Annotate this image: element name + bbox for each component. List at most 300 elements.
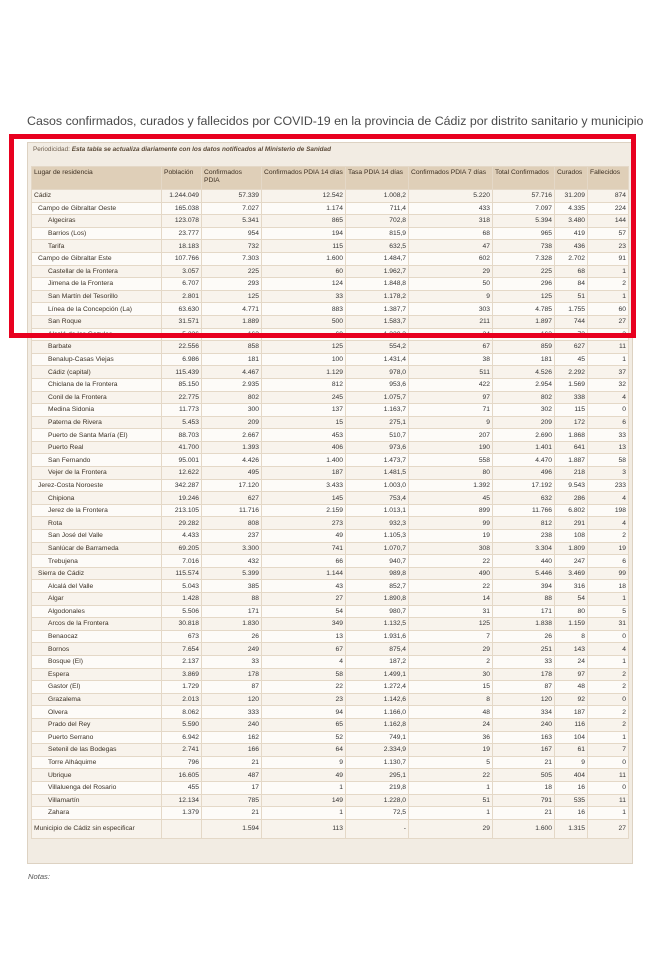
cell-value: 1.809 <box>555 542 588 555</box>
header-confirmados-14[interactable]: Confirmados PDIA 14 días <box>262 167 346 190</box>
cell-value: 22.775 <box>162 391 202 404</box>
cell-value: 107.766 <box>162 252 202 265</box>
cell-value: 163 <box>493 731 555 744</box>
cell-value: 7.303 <box>202 252 262 265</box>
cell-value: 1.583,7 <box>346 315 409 328</box>
cell-value: 50 <box>409 278 493 291</box>
table-row <box>32 781 629 794</box>
cell-value: 13 <box>262 630 346 643</box>
cell-value: 88 <box>493 593 555 606</box>
cell-value: 41.700 <box>162 441 202 454</box>
cell-place-name: Barrios (Los) <box>32 227 162 240</box>
cell-value: 3.433 <box>262 479 346 492</box>
cell-value: 296 <box>493 278 555 291</box>
periodicity-note <box>33 146 331 153</box>
cell-value: 4.526 <box>493 366 555 379</box>
cell-value: 5.446 <box>493 567 555 580</box>
cell-value: 43 <box>262 580 346 593</box>
cell-value: 233 <box>588 479 629 492</box>
cell-value: 5.220 <box>409 190 493 203</box>
table-row <box>32 303 629 316</box>
cell-value: 495 <box>202 467 262 480</box>
table-row <box>32 467 629 480</box>
cell-value: 162 <box>202 731 262 744</box>
cell-value: 198 <box>588 504 629 517</box>
cell-value: 27 <box>262 593 346 606</box>
cell-value: 58 <box>262 668 346 681</box>
cell-value: 7.328 <box>493 252 555 265</box>
header-curados[interactable]: Curados <box>555 167 588 190</box>
periodicity-label: Periodicidad: <box>33 146 70 153</box>
table-row <box>32 794 629 807</box>
table-row <box>32 429 629 442</box>
cell-value: 124 <box>262 278 346 291</box>
cell-value: 113 <box>262 819 346 838</box>
cell-value: 954 <box>202 227 262 240</box>
cell-value: 293 <box>202 278 262 291</box>
cell-value: 29 <box>409 643 493 656</box>
cell-value: 732 <box>202 240 262 253</box>
cell-value: 26 <box>493 630 555 643</box>
cell-value: 4.470 <box>493 454 555 467</box>
table-row <box>32 328 629 341</box>
cell-value: 71 <box>409 404 493 417</box>
cell-value: 1.499,1 <box>346 668 409 681</box>
cell-place-name: Puerto de Santa María (El) <box>32 429 162 442</box>
cell-value: 286 <box>555 492 588 505</box>
cell-place-name: Conil de la Frontera <box>32 391 162 404</box>
cell-value: 27 <box>588 315 629 328</box>
table-row <box>32 593 629 606</box>
cell-value: 21 <box>202 807 262 820</box>
cell-value: 2.667 <box>202 429 262 442</box>
cell-value: 92 <box>555 693 588 706</box>
cell-value: 1.428 <box>162 593 202 606</box>
cell-value: 9 <box>409 290 493 303</box>
cell-value: 2 <box>588 706 629 719</box>
cell-value: 88 <box>202 593 262 606</box>
cell-value: 84 <box>555 278 588 291</box>
cell-place-name: Medina Sidonia <box>32 404 162 417</box>
cell-place-name: Chiclana de la Frontera <box>32 378 162 391</box>
cell-value: 535 <box>555 794 588 807</box>
table-row <box>32 278 629 291</box>
cell-place-name: Torre Alháquime <box>32 756 162 769</box>
cell-value: 812 <box>262 378 346 391</box>
cell-value: 490 <box>409 567 493 580</box>
cell-place-name: Castellar de la Frontera <box>32 265 162 278</box>
table-row <box>32 744 629 757</box>
cell-value: 1.159 <box>555 618 588 631</box>
cell-value: 295,1 <box>346 769 409 782</box>
table-row <box>32 530 629 543</box>
cell-place-name: Grazalema <box>32 693 162 706</box>
cell-value: 1 <box>409 781 493 794</box>
table-row <box>32 416 629 429</box>
cell-value: 24 <box>409 718 493 731</box>
cell-value: 1.393 <box>202 441 262 454</box>
cell-place-name: Chipiona <box>32 492 162 505</box>
cell-value: 125 <box>409 618 493 631</box>
cell-value: 1.144 <box>262 567 346 580</box>
cell-value: 108 <box>555 530 588 543</box>
cell-value: 11 <box>588 341 629 354</box>
cell-value: 1.890,8 <box>346 593 409 606</box>
table-row <box>32 819 629 838</box>
cell-value: 23.777 <box>162 227 202 240</box>
cell-value: 21 <box>202 756 262 769</box>
cell-value: 510,7 <box>346 429 409 442</box>
cell-place-name: Benalup-Casas Viejas <box>32 353 162 366</box>
cell-value: 2.013 <box>162 693 202 706</box>
cell-value: 511 <box>409 366 493 379</box>
cell-value: 51 <box>409 794 493 807</box>
table-row <box>32 265 629 278</box>
cell-place-name: Algar <box>32 593 162 606</box>
cell-value: 49 <box>262 769 346 782</box>
cell-value: 632 <box>493 492 555 505</box>
cell-value: 874 <box>588 190 629 203</box>
cell-place-name: Benaocaz <box>32 630 162 643</box>
table-row <box>32 542 629 555</box>
cell-value: 453 <box>262 429 346 442</box>
cell-value: 38 <box>409 353 493 366</box>
header-tasa-14[interactable]: Tasa PDIA 14 días <box>346 167 409 190</box>
cell-value: 883 <box>262 303 346 316</box>
cell-value: 4.771 <box>202 303 262 316</box>
table-row <box>32 441 629 454</box>
cell-value: 97 <box>555 668 588 681</box>
cell-value: 632,5 <box>346 240 409 253</box>
cell-value: 2 <box>588 530 629 543</box>
cell-value: 1.481,5 <box>346 467 409 480</box>
cell-value: 237 <box>202 530 262 543</box>
cell-value: 404 <box>555 769 588 782</box>
cell-value: 21 <box>493 807 555 820</box>
cell-value: 171 <box>202 605 262 618</box>
cell-value: 2.702 <box>555 252 588 265</box>
cell-value: 554,2 <box>346 341 409 354</box>
cell-value: 125 <box>202 290 262 303</box>
cell-value: 1.401 <box>493 441 555 454</box>
cell-value: 30.818 <box>162 618 202 631</box>
cell-place-name: Campo de Gibraltar Oeste <box>32 202 162 215</box>
cell-value: 702,8 <box>346 215 409 228</box>
cell-value: 181 <box>493 353 555 366</box>
cell-value: 1 <box>588 807 629 820</box>
cell-value: 245 <box>262 391 346 404</box>
cell-value: 172 <box>555 416 588 429</box>
table-row <box>32 580 629 593</box>
cell-value: 69.205 <box>162 542 202 555</box>
cell-value: 308 <box>409 542 493 555</box>
cell-value: 1.887 <box>555 454 588 467</box>
cell-value: 207 <box>409 429 493 442</box>
cell-value: 422 <box>409 378 493 391</box>
cell-value: 187 <box>262 467 346 480</box>
table-row <box>32 454 629 467</box>
cell-value: 1.848,8 <box>346 278 409 291</box>
cell-value: 558 <box>409 454 493 467</box>
cell-value: 5.506 <box>162 605 202 618</box>
cell-place-name: Jimena de la Frontera <box>32 278 162 291</box>
cell-place-name: Alcalá del Valle <box>32 580 162 593</box>
cell-value: 602 <box>409 252 493 265</box>
cell-value: 1.594 <box>202 819 262 838</box>
cell-value: 334 <box>493 706 555 719</box>
cell-value <box>162 819 202 838</box>
cell-value: 251 <box>493 643 555 656</box>
cell-value: 1.244.049 <box>162 190 202 203</box>
table-row <box>32 227 629 240</box>
cell-value: 1.473,7 <box>346 454 409 467</box>
cell-value: 1.174 <box>262 202 346 215</box>
cell-value: - <box>346 819 409 838</box>
cell-value: 23 <box>262 693 346 706</box>
cell-value: 48 <box>409 706 493 719</box>
cell-value: 22 <box>409 769 493 782</box>
cell-value: 5.043 <box>162 580 202 593</box>
cell-value: 7.097 <box>493 202 555 215</box>
cell-value: 3.300 <box>202 542 262 555</box>
cell-value: 219,8 <box>346 781 409 794</box>
cell-value: 4 <box>588 492 629 505</box>
cell-value: 1.755 <box>555 303 588 316</box>
cell-value: 97 <box>409 391 493 404</box>
cell-value: 171 <box>493 605 555 618</box>
cell-value: 1.387,7 <box>346 303 409 316</box>
cell-value: 88.703 <box>162 429 202 442</box>
cell-place-name: Espera <box>32 668 162 681</box>
cell-value: 181 <box>202 353 262 366</box>
table-row <box>32 252 629 265</box>
cell-value: 57.716 <box>493 190 555 203</box>
table-row <box>32 807 629 820</box>
cell-value: 802 <box>493 391 555 404</box>
cell-place-name: Puerto Real <box>32 441 162 454</box>
cell-value: 1.075,7 <box>346 391 409 404</box>
header-fallecidos[interactable]: Fallecidos <box>588 167 629 190</box>
cell-value: 744 <box>555 315 588 328</box>
cell-value: 749,1 <box>346 731 409 744</box>
cell-value: 394 <box>493 580 555 593</box>
cell-value: 87 <box>202 681 262 694</box>
cell-value: 116 <box>555 718 588 731</box>
table-row <box>32 479 629 492</box>
page-title: Casos confirmados, curados y fallecidos por COVID-19 en la provincia de Cádiz por distrito sanitario y municipio <box>27 114 644 128</box>
cell-value: 21 <box>493 756 555 769</box>
cell-value: 18 <box>493 781 555 794</box>
cell-value: 3.469 <box>555 567 588 580</box>
cell-value: 1.272,4 <box>346 681 409 694</box>
cell-value: 1 <box>409 807 493 820</box>
cell-value: 899 <box>409 504 493 517</box>
cell-value: 120 <box>493 693 555 706</box>
cell-value: 11.766 <box>493 504 555 517</box>
cell-value: 455 <box>162 781 202 794</box>
table-row <box>32 404 629 417</box>
cell-value: 2.690 <box>493 429 555 442</box>
cell-value: 1.166,0 <box>346 706 409 719</box>
cell-value: 496 <box>493 467 555 480</box>
table-row <box>32 492 629 505</box>
table-row <box>32 517 629 530</box>
cell-place-name: Gastor (El) <box>32 681 162 694</box>
cell-value: 627 <box>555 341 588 354</box>
cell-place-name: Sanlúcar de Barrameda <box>32 542 162 555</box>
cell-value: 9 <box>555 756 588 769</box>
cell-value: 23 <box>588 240 629 253</box>
cell-value: 19 <box>409 530 493 543</box>
cell-value: 104 <box>555 731 588 744</box>
cell-value: 333 <box>202 706 262 719</box>
cell-value: 865 <box>262 215 346 228</box>
header-confirmados-7[interactable]: Confirmados PDIA 7 días <box>409 167 493 190</box>
cell-value: 1.484,7 <box>346 252 409 265</box>
cell-value: 1.931,6 <box>346 630 409 643</box>
cell-value: 4.467 <box>202 366 262 379</box>
cell-value: 87 <box>493 681 555 694</box>
cell-value: 8 <box>555 630 588 643</box>
cell-value: 432 <box>202 555 262 568</box>
cell-place-name: Línea de la Concepción (La) <box>32 303 162 316</box>
table-row <box>32 693 629 706</box>
cell-value: 1.130,7 <box>346 756 409 769</box>
cell-place-name: Rota <box>32 517 162 530</box>
cell-value: 2.137 <box>162 655 202 668</box>
cell-place-name: Vejer de la Frontera <box>32 467 162 480</box>
cell-value: 91 <box>588 252 629 265</box>
cell-value: 95.001 <box>162 454 202 467</box>
cell-place-name: San Martín del Tesorillo <box>32 290 162 303</box>
cell-place-name: San Fernando <box>32 454 162 467</box>
cell-value: 4.785 <box>493 303 555 316</box>
cell-value: 163 <box>202 328 262 341</box>
cell-value: 1 <box>588 655 629 668</box>
cell-value: 18.183 <box>162 240 202 253</box>
cell-value: 240 <box>493 718 555 731</box>
cell-value: 303 <box>409 303 493 316</box>
header-lugar[interactable]: Lugar de residencia <box>32 167 162 190</box>
cell-value: 815,9 <box>346 227 409 240</box>
cell-value: 1.962,7 <box>346 265 409 278</box>
cell-value: 8.062 <box>162 706 202 719</box>
cell-value: 741 <box>262 542 346 555</box>
cell-value: 48 <box>555 681 588 694</box>
cell-value: 802 <box>202 391 262 404</box>
cell-value: 22 <box>262 681 346 694</box>
cell-value: 627 <box>202 492 262 505</box>
cell-value: 187,2 <box>346 655 409 668</box>
cell-value: 31 <box>588 618 629 631</box>
cell-value: 60 <box>588 303 629 316</box>
cell-value: 6.802 <box>555 504 588 517</box>
cell-value: 6.707 <box>162 278 202 291</box>
cell-place-name: Tarifa <box>32 240 162 253</box>
cell-value: 1.569 <box>555 378 588 391</box>
cell-value: 3.869 <box>162 668 202 681</box>
cell-value: 18 <box>588 580 629 593</box>
cell-value: 33 <box>202 655 262 668</box>
table-row <box>32 605 629 618</box>
cell-value: 940,7 <box>346 555 409 568</box>
cell-value: 0 <box>588 630 629 643</box>
cell-value: 3 <box>588 467 629 480</box>
cell-place-name: Jerez de la Frontera <box>32 504 162 517</box>
cell-value: 45 <box>409 492 493 505</box>
cell-value: 68 <box>409 227 493 240</box>
cell-value: 1.315 <box>555 819 588 838</box>
cell-value: 5.226 <box>162 328 202 341</box>
cell-value: 47 <box>409 240 493 253</box>
cell-value: 1 <box>262 781 346 794</box>
cell-place-name: Sierra de Cádiz <box>32 567 162 580</box>
cell-value: 1.142,6 <box>346 693 409 706</box>
cell-value: 342.287 <box>162 479 202 492</box>
cell-value: 965 <box>493 227 555 240</box>
cell-value: 187 <box>555 706 588 719</box>
cell-value: 1.129 <box>262 366 346 379</box>
cell-value: 51 <box>555 290 588 303</box>
cell-value: 3.057 <box>162 265 202 278</box>
table-header-row <box>32 167 629 190</box>
cell-value: 63.630 <box>162 303 202 316</box>
cell-value: 875,4 <box>346 643 409 656</box>
cell-value: 1.600 <box>262 252 346 265</box>
cell-value: 4.426 <box>202 454 262 467</box>
cell-value: 1 <box>262 807 346 820</box>
cell-value: 178 <box>493 668 555 681</box>
table-row <box>32 655 629 668</box>
header-total-confirmados[interactable]: Total Confirmados <box>493 167 555 190</box>
cell-value: 753,4 <box>346 492 409 505</box>
cell-place-name: Setenil de las Bodegas <box>32 744 162 757</box>
cell-value: 9 <box>409 416 493 429</box>
cell-value: 7.027 <box>202 202 262 215</box>
cell-value: 225 <box>493 265 555 278</box>
cell-value: 4.433 <box>162 530 202 543</box>
cell-value: 13 <box>588 441 629 454</box>
cell-value: 385 <box>202 580 262 593</box>
cell-value: 785 <box>202 794 262 807</box>
cell-value: 163 <box>493 328 555 341</box>
cell-value: 100 <box>262 353 346 366</box>
cell-value: 980,7 <box>346 605 409 618</box>
cell-value: 291 <box>555 517 588 530</box>
cell-value: 1.228,0 <box>346 794 409 807</box>
cell-value: 24 <box>555 655 588 668</box>
cell-value: 194 <box>262 227 346 240</box>
cell-value: 273 <box>262 517 346 530</box>
cell-value: 7.016 <box>162 555 202 568</box>
cell-value: 16 <box>555 807 588 820</box>
cell-place-name: Cádiz <box>32 190 162 203</box>
cell-value: 796 <box>162 756 202 769</box>
header-confirmados-pdia[interactable]: Confirmados PDIA <box>202 167 262 190</box>
cell-value: 7 <box>588 744 629 757</box>
cell-value: 19 <box>409 744 493 757</box>
header-poblacion[interactable]: Población <box>162 167 202 190</box>
cell-value: 58 <box>588 454 629 467</box>
cell-value: 6.986 <box>162 353 202 366</box>
table-body <box>32 190 629 839</box>
table-row <box>32 643 629 656</box>
cell-value: 22.556 <box>162 341 202 354</box>
table-row <box>32 555 629 568</box>
cell-value: 1.162,8 <box>346 718 409 731</box>
cell-place-name: Algodonales <box>32 605 162 618</box>
cell-value: 338 <box>555 391 588 404</box>
